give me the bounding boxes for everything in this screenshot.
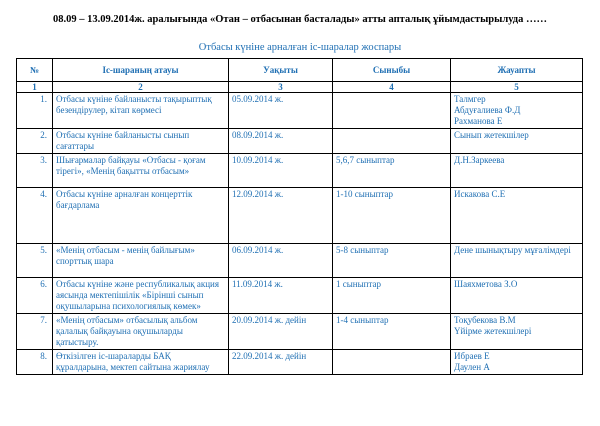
table-row	[17, 93, 583, 129]
event-responsible: Искакова С.Е	[451, 188, 583, 244]
event-time: 06.09.2014 ж.	[229, 244, 333, 278]
event-responsible: Шаяхметова З.О	[451, 278, 583, 314]
table-row	[17, 278, 583, 314]
event-class	[333, 350, 451, 375]
event-class: 1 сыныптар	[333, 278, 451, 314]
event-name: Отбасы күніне байланысты сынып сағаттары	[53, 129, 229, 154]
event-responsible: Ибраев Е Даулен А	[451, 350, 583, 375]
row-number: 5.	[17, 244, 53, 278]
table-row	[17, 244, 583, 278]
column-number: 1	[17, 82, 53, 93]
event-time: 05.09.2014 ж.	[229, 93, 333, 129]
table-row	[17, 154, 583, 188]
column-number: 5	[451, 82, 583, 93]
event-responsible: Талмгер Абдуғалиева Ф.Д Рахманова Е	[451, 93, 583, 129]
event-name: Отбасы күніне байланысты тақырыптық безендірулер, кітап көрмесі	[53, 93, 229, 129]
header-class: Сыныбы	[333, 59, 451, 82]
row-number: 4.	[17, 188, 53, 244]
column-number-row	[17, 82, 583, 93]
document-heading: 08.09 – 13.09.2014ж. аралығында «Отан – отбасынан басталады» атты апталық ұйымдастырылуда ……	[53, 14, 547, 25]
event-responsible: Тоқубекова В.М Үйірме жетекшілері	[451, 314, 583, 350]
event-responsible: Сынып жетекшілер	[451, 129, 583, 154]
event-time: 12.09.2014 ж.	[229, 188, 333, 244]
event-responsible: Д.Н.Заркеева	[451, 154, 583, 188]
row-number: 7.	[17, 314, 53, 350]
event-class: 1-4 сыныптар	[333, 314, 451, 350]
event-class	[333, 129, 451, 154]
table-row	[17, 350, 583, 375]
event-time: 10.09.2014 ж.	[229, 154, 333, 188]
column-number: 3	[229, 82, 333, 93]
table-row	[17, 129, 583, 154]
event-class: 1-10 сыныптар	[333, 188, 451, 244]
event-time: 11.09.2014 ж.	[229, 278, 333, 314]
event-name: Шығармалар байқауы «Отбасы - қоғам тірегі», «Менің бақытты отбасым»	[53, 154, 229, 188]
event-class	[333, 93, 451, 129]
header-event-name: Іс-шараның атауы	[53, 59, 229, 82]
header-no: №	[17, 59, 53, 82]
event-responsible: Дене шынықтыру мұғалімдері	[451, 244, 583, 278]
row-number: 6.	[17, 278, 53, 314]
row-number: 2.	[17, 129, 53, 154]
event-name: Отбасы күніне және республикалық акция аясында мектепішілік «Бірінші сынып оқушыларына психологиялық көмек»	[53, 278, 229, 314]
event-time: 22.09.2014 ж. дейін	[229, 350, 333, 375]
event-class: 5-8 сыныптар	[333, 244, 451, 278]
column-number: 2	[53, 82, 229, 93]
event-name: «Менің отбасым - менің байлығым» спорттық шара	[53, 244, 229, 278]
header-time: Уақыты	[229, 59, 333, 82]
event-class: 5,6,7 сыныптар	[333, 154, 451, 188]
table-row	[17, 188, 583, 244]
event-time: 20.09.2014 ж. дейін	[229, 314, 333, 350]
row-number: 8.	[17, 350, 53, 375]
event-name: Өткізілген іс-шараларды БАҚ құралдарына, мектеп сайтына жариялау	[53, 350, 229, 375]
header-responsible: Жауапты	[451, 59, 583, 82]
table-header-row	[17, 59, 583, 82]
row-number: 1.	[17, 93, 53, 129]
row-number: 3.	[17, 154, 53, 188]
event-time: 08.09.2014 ж.	[229, 129, 333, 154]
event-name: «Менің отбасым» отбасылық альбом қалалық байқауына оқушыларды қатыстыру.	[53, 314, 229, 350]
event-name: Отбасы күніне арналған концерттік бағдарлама	[53, 188, 229, 244]
plan-title: Отбасы күніне арналған іс-шаралар жоспары	[198, 42, 402, 53]
column-number: 4	[333, 82, 451, 93]
table-row	[17, 314, 583, 350]
events-table	[16, 58, 583, 375]
